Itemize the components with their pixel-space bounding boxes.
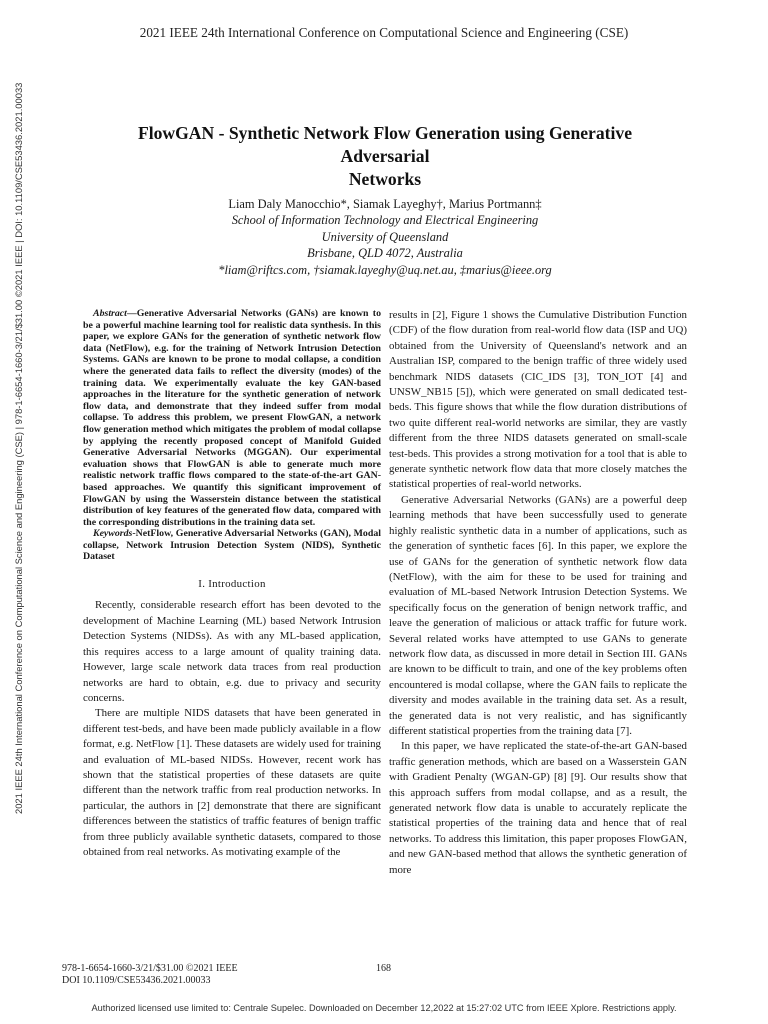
title-line-1: FlowGAN - Synthetic Network Flow Generation using Generative Adversarial [137, 123, 633, 166]
footer-isbn: 978-1-6654-1660-3/21/$31.00 ©2021 IEEE [62, 963, 238, 974]
intro-paragraph-2: There are multiple NIDS datasets that have been generated in different test-beds, and have been made publicly available in a flow format, e.g. NetFlow [1]. These datasets are widely used for training and evaluation of ML-based NIDSs. However, recent work has shown that the statistical properties of these datasets are quite different than the network traffic from real production networks. In particular, the authors in [2] demonstrate that there are significant differences between the statistics of traffic features of benign traffic from three publicly available synthetic datasets, compared to those obtained from real networks. As motivating example of the [83, 707, 381, 858]
affiliation-university: University of Queensland [321, 229, 449, 244]
side-metadata-strip: 2021 IEEE 24th International Conference on Computational Science and Engineering (CSE) | 978-1-6654-1660-3/21/$31.00 ©2021 IEEE | DOI: 10.1109/CSE53436.2021.00033 [13, 82, 24, 814]
left-column [83, 308, 381, 860]
intro-paragraph-1: Recently, considerable research effort has been devoted to the development of Machine Learning (ML) based Network Intrusion Detection Systems (NIDSs). As with any ML-based application, this requires access to a large amount of quality training data. However, large scale network data traces from real production networks are hard to obtain, e.g. due to privacy and security concerns. [83, 599, 381, 704]
keywords-label: Keywords [93, 528, 133, 540]
affiliation-address: Brisbane, QLD 4072, Australia [307, 246, 463, 261]
footer-doi: DOI 10.1109/CSE53436.2021.00033 [62, 975, 211, 986]
abstract [83, 308, 381, 528]
author-block [150, 196, 620, 278]
right-paragraph-3: In this paper, we have replicated the state-of-the-art GAN-based traffic generation methods, which are based on a Wasserstein GAN with Gradient Penalty (WGAN-GP) [8] [9]. Our results show that this approach suffers from modal collapse, and as a result, the generated network flow data is unable to accurately replicate the statistical properties of the training data and hence that of real networks. To address this limitation, this paper proposes FlowGAN, and new GAN-based method that allows the synthetic generation of more [389, 740, 687, 876]
title-line-2: Networks [348, 169, 422, 189]
right-column [389, 308, 687, 878]
license-notice: Authorized licensed use limited to: Centrale Supelec. Downloaded on December 12,2022 at 15:27:02 UTC from IEEE Xplore. Restrictions apply. [91, 1003, 677, 1013]
author-names: Liam Daly Manocchio*, Siamak Layeghy†, Marius Portmann‡ [228, 197, 542, 211]
right-paragraph-2: Generative Adversarial Networks (GANs) are a powerful deep learning methods that have been successfully used to generate highly realistic synthetic data in a number of applications, such as the generation of synthetic faces [6]. In this paper, we explore the use of GANs for the generation of synthetic network flow data (NetFlow), with the aim for these to be used for training and evaluation of ML-based Network Intrusion Detection Systems. We specifically focus on the generation of benign network traffic, and leave the generation of malicious or attack traffic for future work. Several related works have attempted to use GANs to generate network flow data, as discussed in more detail in Section III. GANs are known to be difficult to train, and one of the key problems often encountered is modal collapse, where the GAN fails to replicate the diversity and modes available in the training data set. As a result, the generated data is not very realistic, and has significantly different statistical properties from the training data [7]. [389, 493, 687, 737]
page-number: 168 [376, 963, 391, 974]
abstract-label: Abstract [93, 308, 127, 319]
author-emails: *liam@riftcs.com, †siamak.layeghy@uq.net.au, ‡marius@ieee.org [218, 262, 552, 277]
keywords-text: -NetFlow, Generative Adversarial Networks (GAN), Modal collapse, Network Intrusion Detection System (NIDS), Synthetic Dataset [83, 528, 381, 563]
footer-identifiers [62, 963, 238, 987]
keywords [83, 528, 381, 563]
conference-header: 2021 IEEE 24th International Conference on Computational Science and Engineering (CSE) [139, 25, 629, 40]
abstract-text: —Generative Adversarial Networks (GANs) are known to be a powerful machine learning tool for realistic data synthesis. In this paper, we explore GANs for the generation of synthetic network flow data (NetFlow), e.g. for the training of Network Intrusion Detection Systems. GANs are known to be prone to modal collapse, a condition where the generated data fails to reflect the diversity (modes) of the training data. We experimentally evaluate the key GAN-based approaches in the literature for the synthetic generation of network flow data, and demonstrate that they indeed suffer from modal collapse. To address this problem, we present FlowGAN, a network flow generation method which mitigates the problem of modal collapse by applying the recently proposed concept of Manifold Guided Generative Adversarial Networks (MGGAN). Our experimental evaluation shows that FlowGAN is able to generate much more realistic network traffic flows compared to the state-of-the-art GAN-based approaches. We quantify this significant improvement of FlowGAN by using the Wasserstein distance between the statistical distribution of key features of the generated flow data, compared with the corresponding distributions in the training data set. [83, 308, 381, 528]
paper-title [95, 122, 675, 191]
section-heading-introduction: I. Introduction [198, 578, 266, 591]
right-paragraph-1: results in [2], Figure 1 shows the Cumulative Distribution Function (CDF) of the flow duration from real-world flow data (ISP and UQ) obtained from the University of Queensland's network and an Australian ISP, compared to the benign traffic of three widely used benchmark NIDS datasets (CIC_IDS [3], TON_IOT [4] and UNSW_NB15 [5]), which were generated on small dedicated test-beds. This figure shows that while the flow duration distributions of two quite different real-world networks are similar, they are vastly different from the three NIDS datasets generated on small-scale test-beds. This provides a strong motivation for a tool that is able to generate synthetic network flow data that more closely matches the statistical properties of real-world networks. [389, 309, 687, 491]
affiliation-school: School of Information Technology and Electrical Engineering [231, 213, 539, 228]
